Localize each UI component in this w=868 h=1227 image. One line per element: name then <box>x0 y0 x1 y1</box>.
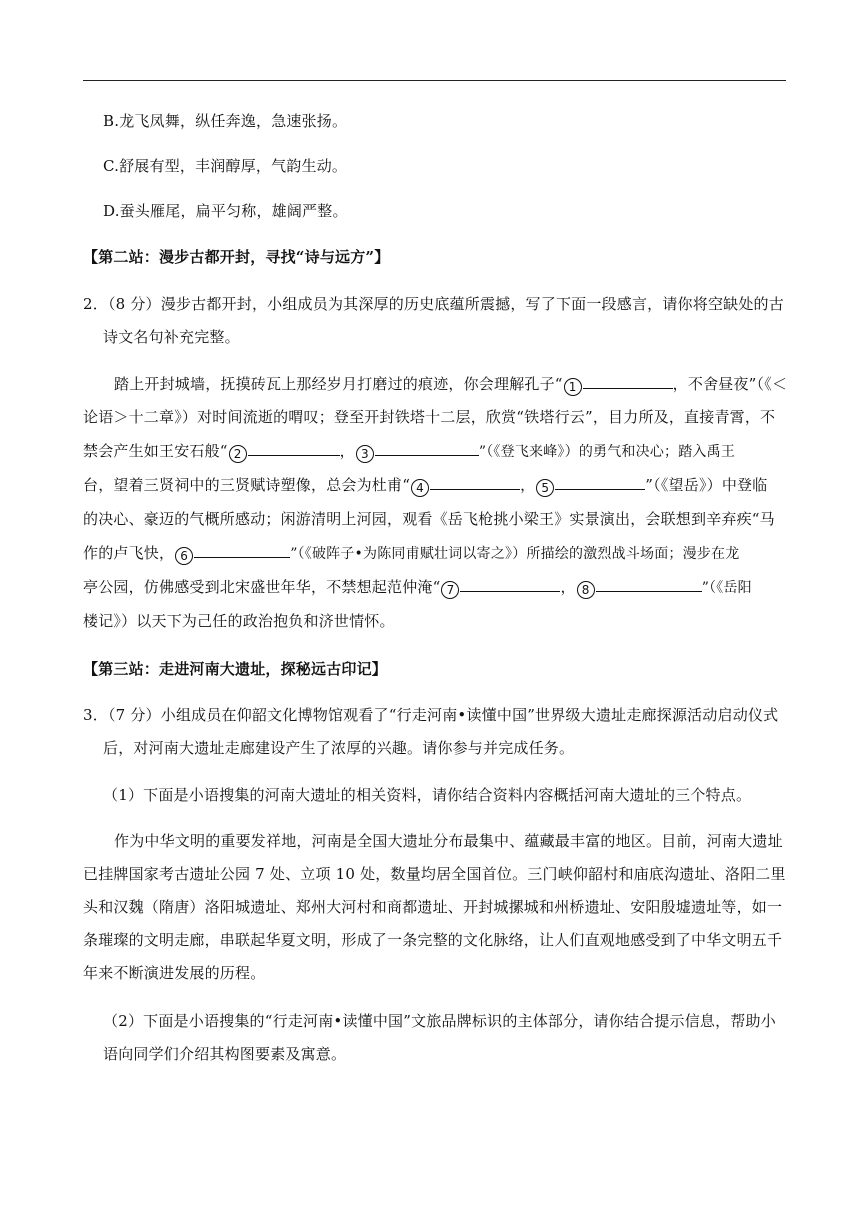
passage-line5: 的决心、豪迈的气概所感动；闲游清明上河园，观看《岳飞枪挑小梁王》实景演出，会联想到辛弃疾“马 <box>83 510 775 528</box>
material-line4: 条璀璨的文明走廊，串联起华夏文明，形成了一条完整的文化脉络，让人们直观地感受到了中华文明五千 <box>83 931 783 949</box>
material-line1: 作为中华文明的重要发祥地，河南是全国大遗址分布最集中、蕴藏最丰富的地区。目前，河南大遗址 <box>114 832 783 850</box>
subquestion-1: （1）下面是小语搜集的河南大遗址的相关资料，请你结合资料内容概括河南大遗址的三个特点。 <box>103 786 752 804</box>
blank-number-6: 6 <box>175 547 193 565</box>
fill-blank-7[interactable] <box>460 576 560 592</box>
question2-line1: 2．（8 分）漫步古都开封，小组成员为其深厚的历史底蕴所震撼，写了下面一段感言，请你将空缺处的古 <box>83 295 784 313</box>
fill-blank-6[interactable] <box>194 542 290 558</box>
blank-number-4: 4 <box>411 479 429 497</box>
subquestion-2-line1: （2）下面是小语搜集的“行走河南•读懂中国”文旅品牌标识的主体部分，请你结合提示信息，帮助小 <box>103 1012 776 1030</box>
passage-line4 <box>83 474 767 497</box>
passage-text: ”（《登飞来峰》）的勇气和决心；踏入禹王 <box>478 444 736 460</box>
blank-number-8: 8 <box>577 581 595 599</box>
passage-text: 亭公园，仿佛感受到北宋盛世年华，不禁想起范仲淹“ <box>83 578 441 596</box>
passage-text: ， <box>520 476 536 494</box>
blank-number-7: 7 <box>441 581 459 599</box>
passage-line1 <box>114 373 787 396</box>
passage-text: 作的卢飞快， <box>83 544 175 562</box>
fill-blank-2[interactable] <box>248 440 340 456</box>
passage-text: 禁会产生如王安石般“ <box>83 442 228 460</box>
fill-blank-3[interactable] <box>375 440 479 456</box>
station2-heading: 【第二站：漫步古都开封，寻找“诗与远方”】 <box>83 248 390 266</box>
blank-number-5: 5 <box>536 479 554 497</box>
fill-blank-8[interactable] <box>596 576 702 592</box>
question3-line2: 后，对河南大遗址走廊建设产生了浓厚的兴趣。请你参与并完成任务。 <box>103 739 575 757</box>
fill-blank-1[interactable] <box>583 373 673 389</box>
passage-text: 台，望着三贤祠中的三贤赋诗塑像，总会为杜甫“ <box>83 476 411 494</box>
question2-line2: 诗文名句补充完整。 <box>103 328 240 346</box>
option-b: B.龙飞凤舞，纵任奔逸，急速张扬。 <box>103 112 348 130</box>
blank-number-3: 3 <box>356 445 374 463</box>
material-line3: 头和汉魏（隋唐）洛阳城遗址、郑州大河村和商都遗址、开封城摞城和州桥遗址、安阳殷墟遗址等，如一 <box>83 898 783 916</box>
passage-text: ”（《破阵子•为陈同甫赋壮词以寄之》）所描绘的激烈战斗场面；漫步在龙 <box>290 546 740 562</box>
material-line5: 年来不断演进发展的历程。 <box>83 964 266 982</box>
material-line2: 已挂牌国家考古遗址公园 7 处、立项 10 处，数量均居全国首位。三门峡仰韶村和庙底沟遗址、洛阳二里 <box>83 865 786 883</box>
blank-number-1: 1 <box>564 378 582 396</box>
station3-heading: 【第三站：走进河南大遗址，探秘远古印记】 <box>83 660 388 678</box>
blank-number-2: 2 <box>229 445 247 463</box>
passage-text: ”（《望岳》）中登临 <box>645 476 768 494</box>
passage-text: ”（《岳阳 <box>701 580 752 596</box>
passage-text: 踏上开封城墙，抚摸砖瓦上那经岁月打磨过的痕迹，你会理解孔子“ <box>114 375 563 393</box>
passage-line6 <box>83 542 739 565</box>
fill-blank-5[interactable] <box>555 474 645 490</box>
passage-line3 <box>83 440 735 463</box>
passage-text: ， <box>339 442 355 460</box>
question3-line1: 3．（7 分）小组成员在仰韶文化博物馆观看了“行走河南•读懂中国”世界级大遗址走廊探源活动启动仪式 <box>83 706 779 724</box>
fill-blank-4[interactable] <box>430 474 520 490</box>
passage-text: ， <box>560 578 576 596</box>
subquestion-2-line2: 语向同学们介绍其构图要素及寓意。 <box>103 1045 347 1063</box>
header-rule <box>83 80 786 81</box>
passage-line8: 楼记》）以天下为己任的政治抱负和济世情怀。 <box>83 612 395 630</box>
passage-line2: 论语＞十二章》）对时间流逝的喟叹；登至开封铁塔十二层，欣赏“铁塔行云”，目力所及，直接青霄，不 <box>83 408 776 426</box>
passage-line7 <box>83 576 752 599</box>
option-d: D.蚕头雁尾，扁平匀称，雄阔严整。 <box>103 202 348 220</box>
passage-text: ，不舍昼夜”（《＜ <box>672 375 788 393</box>
option-c: C.舒展有型，丰润醇厚，气韵生动。 <box>103 157 348 175</box>
